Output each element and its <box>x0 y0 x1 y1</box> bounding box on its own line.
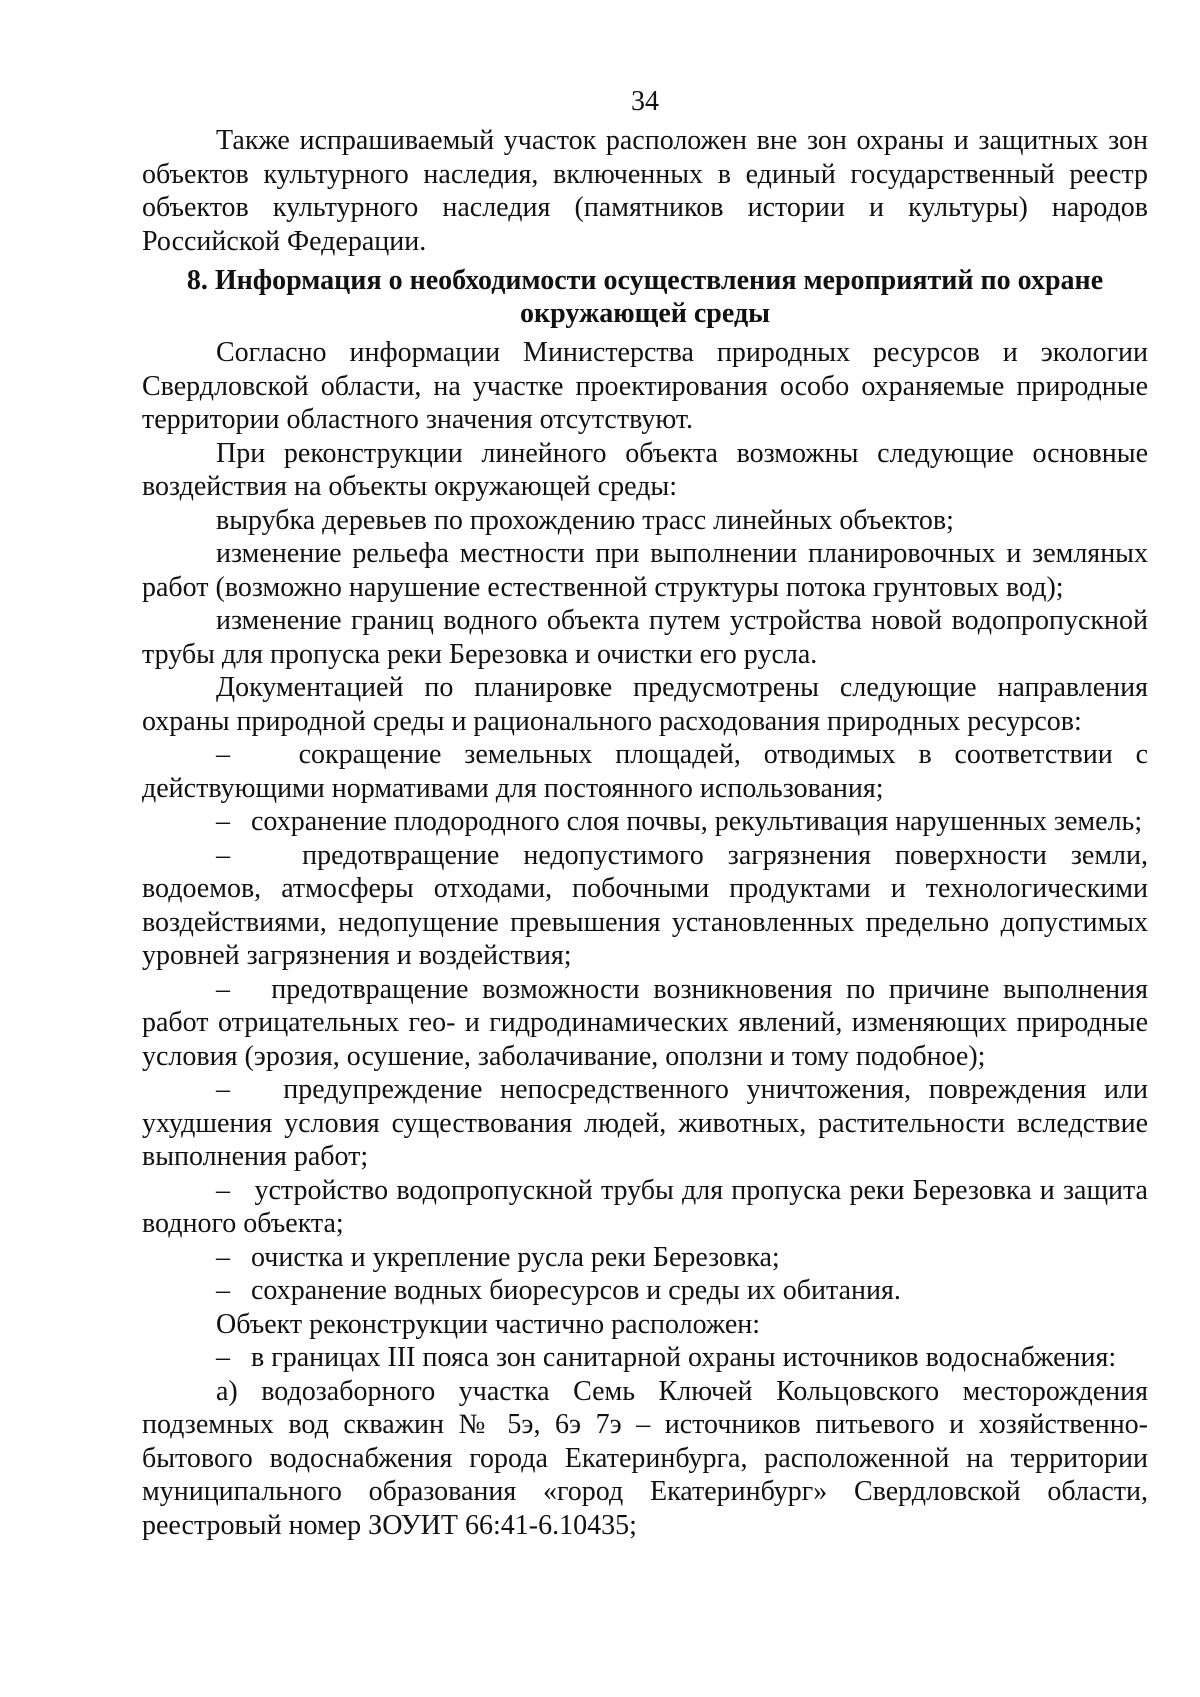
paragraph-impact-tree-cutting: вырубка деревьев по прохождению трасс линейных объектов; <box>216 504 954 536</box>
intro-paragraph: Также испрашиваемый участок расположен вне зон охраны и защитных зон объектов культурного наследия, включенных в единый государственный реестр объектов культурного наследия (памятников истории и культуры) народов Российской Федерации. <box>142 125 1148 257</box>
paragraph-impact-relief: изменение рельефа местности при выполнении планировочных и земляных работ (возможно нарушение естественной структуры потока грунтовых вод); <box>142 538 1148 603</box>
measure-list-item: – предупреждение непосредственного уничтожения, повреждения или ухудшения условия существования людей, животных, растительности вследствие выполнения работ; <box>142 1073 1148 1174</box>
section-heading-line-1: 8. Информация о необходимости осуществления мероприятий по охране <box>186 265 1104 296</box>
measure-list-item: – очистка и укрепление русла реки Березовка; <box>142 1241 1148 1275</box>
paragraph-impacts-intro: При реконструкции линейного объекта возможны следующие основные воздействия на объекты окружающей среды: <box>142 437 1148 502</box>
measure-list-item: – сокращение земельных площадей, отводимых в соответствии с действующими нормативами для постоянного использования; <box>142 738 1148 805</box>
page-number: 34 <box>631 86 659 117</box>
paragraph-location-item-a: а) водозаборного участка Семь Ключей Кольцовского месторождения подземных вод скважин № 5э, 6э 7э – источников питьевого и хозяйственно-бытового водоснабжения города Екатеринбурга, расположенной на территории муниципального образования «город Екатеринбург» Свердловской области, реестровый номер ЗОУИТ 66:41-6.10435; <box>142 1375 1148 1541</box>
section-heading <box>142 264 1148 330</box>
measure-list-item: – сохранение водных биоресурсов и среды их обитания. <box>142 1274 1148 1308</box>
measure-list-item: – устройство водопропускной трубы для пропуска реки Березовка и защита водного объекта; <box>142 1174 1148 1241</box>
section-heading-line-2: окружающей среды <box>520 298 770 329</box>
location-list-item: – в границах III пояса зон санитарной охраны источников водоснабжения: <box>142 1341 1148 1375</box>
measure-list-item: – предотвращение недопустимого загрязнения поверхности земли, водоемов, атмосферы отходами, побочными продуктами и технологическими воздействиями, недопущение превышения установленных предельно допустимых уровней загрязнения и воздействия; <box>142 839 1148 973</box>
paragraph-measures-intro: Документацией по планировке предусмотрены следующие направления охраны природной среды и рационального расходования природных ресурсов: <box>142 672 1148 737</box>
measure-list-item: – сохранение плодородного слоя почвы, рекультивация нарушенных земель; <box>142 805 1148 839</box>
paragraph-location-intro: Объект реконструкции частично расположен: <box>216 1308 761 1340</box>
document-page <box>142 85 1148 1542</box>
measure-list-item: – предотвращение возможности возникновения по причине выполнения работ отрицательных гео- и гидродинамических явлений, изменяющих природные условия (эрозия, осушение, заболачивание, оползни и тому подобное); <box>142 973 1148 1074</box>
paragraph-impact-water-boundaries: изменение границ водного объекта путем устройства новой водопропускной трубы для пропуска реки Березовка и очистки его русла. <box>142 605 1148 670</box>
paragraph-ministry-info: Согласно информации Министерства природных ресурсов и экологии Свердловской области, на участке проектирования особо охраняемые природные территории областного значения отсутствуют. <box>142 337 1148 435</box>
